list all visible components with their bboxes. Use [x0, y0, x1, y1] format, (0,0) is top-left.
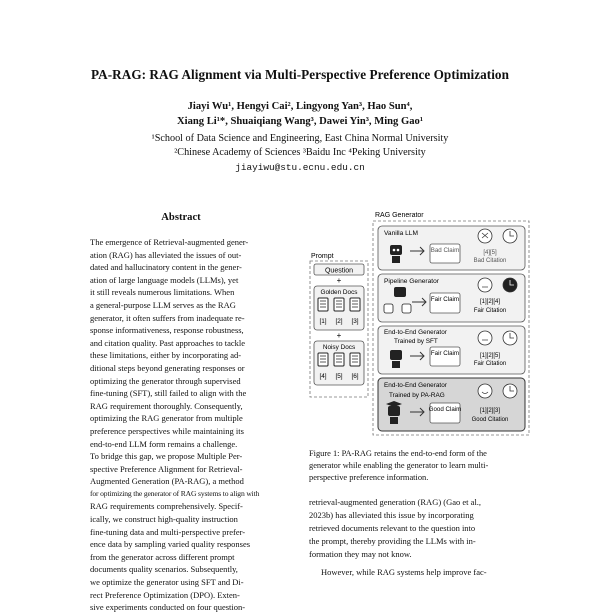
abstract-line: Augmented Generation (PA-RAG), a method	[90, 476, 244, 487]
row-pipeline-generator	[378, 274, 525, 322]
row-end-to-end-sft	[378, 326, 525, 374]
helper-robot-icon	[384, 304, 393, 313]
abstract-line: spective Preference Alignment for Retrieval-	[90, 463, 243, 474]
affiliation-line-1: ¹School of Data Science and Engineering, East China Normal University	[151, 133, 449, 144]
claim-text: Good Claim	[428, 406, 462, 413]
abstract-line: ically, we construct high-quality instruction	[90, 514, 238, 525]
abstract-line: ditional steps beyond generating responses or	[90, 362, 245, 373]
abstract-line: fine-tuning (SFT), still failed to align with the	[90, 388, 247, 399]
golden-docs-label: Golden Docs	[320, 289, 358, 296]
abstract-line: fine-tuning data and multi-perspective prefer-	[90, 526, 246, 537]
document-icon	[350, 298, 360, 311]
golden-doc-icons	[318, 298, 360, 311]
prompt-label: Prompt	[311, 253, 334, 260]
question-label: Question	[324, 267, 354, 275]
abstract-line: preference perspectives while maintaining its	[90, 425, 244, 436]
citation-text: Bad Citation	[473, 258, 507, 264]
document-icon	[318, 353, 328, 366]
doc-id: [2]	[335, 318, 343, 325]
doc-id: [6]	[351, 373, 359, 380]
doc-id: [1]	[319, 318, 327, 325]
abstract-line: RAG requirement thoroughly. Consequently,	[90, 400, 243, 411]
abstract-line: ation (RAG) has alleviated the issues of out-	[90, 249, 242, 260]
author-list	[0, 100, 600, 129]
citation-ids: [1][2][4]	[479, 299, 501, 305]
citation-ids: [1][2][3]	[479, 408, 501, 414]
figure-caption	[309, 448, 529, 484]
helper-robot-icon	[402, 304, 411, 313]
happy-face-icon	[478, 384, 492, 398]
citation-ids: [1][2][5]	[479, 353, 501, 359]
row-vanilla-llm	[378, 226, 525, 270]
robot-icon	[390, 245, 402, 255]
abstract-line: rect Preference Optimization (DPO). Exten-	[90, 589, 240, 600]
citation-text: Fair Citation	[473, 308, 507, 314]
doc-id: [4]	[319, 373, 327, 380]
abstract-line: and citation quality. Past approaches to tackle	[90, 337, 245, 348]
abstract-body	[90, 236, 272, 614]
abstract-line: we optimize the generator using SFT and Di-	[90, 577, 244, 588]
body-line: retrieved documents relevant to the question into	[309, 523, 476, 533]
robot-icon	[390, 350, 402, 360]
body-line: 2023b) has alleviated this issue by incorporating	[309, 510, 474, 520]
affiliations	[0, 132, 600, 160]
claim-text: Fair Claim	[430, 296, 460, 303]
doc-id: [5]	[335, 373, 343, 380]
abstract-line: sponse informativeness, response robustness,	[90, 325, 244, 336]
plus-sign: +	[336, 331, 342, 340]
citation-text: Good Citation	[471, 417, 509, 423]
rag-generator-label: RAG Generator	[375, 212, 424, 219]
caption-line: Figure 1: PA-RAG retains the end-to-end form of the	[309, 449, 487, 458]
row-subname: Trained by PA-RAG	[389, 392, 445, 399]
body-line: the prompt, thereby providing the LLMs with in-	[309, 536, 476, 546]
robot-icon	[388, 406, 400, 416]
abstract-line: sive experiments conducted on four question-	[90, 602, 246, 613]
authors-line-2: Xiang Li¹*, Shuaiqiang Wang³, Dawei Yin³, Ming Gao¹	[176, 115, 424, 127]
abstract-line: dated and hallucinatory content in the gener-	[90, 262, 242, 273]
caption-line: generator while enabling the generator to learn multi-	[309, 461, 489, 470]
document-icon	[334, 298, 344, 311]
body-line: retrieval-augmented generation (RAG) (Gao et al.,	[309, 497, 482, 507]
claim-text: Bad Claim	[430, 247, 460, 254]
abstract-line: optimizing the RAG generator from multiple	[90, 413, 243, 424]
abstract-line: ation of large language models (LLMs), yet	[90, 274, 239, 285]
abstract-line: a general-purpose LLM serves as the RAG	[90, 299, 236, 310]
sad-face-icon	[478, 229, 492, 243]
doc-id: [3]	[351, 318, 359, 325]
authors-line-1: Jiayi Wu¹, Hengyi Cai², Lingyong Yan³, Hao Sun⁴,	[187, 101, 413, 112]
abstract-line: from the generator across different prompt	[90, 551, 235, 562]
row-name: End-to-End Generator	[384, 329, 447, 336]
plus-sign: +	[336, 276, 342, 285]
abstract-line: generator, it often suffers from inadequate re-	[90, 312, 245, 323]
abstract-heading: Abstract	[161, 212, 201, 223]
abstract-line: The emergence of Retrieval-augmented gener-	[90, 237, 249, 247]
robot-icon	[394, 287, 406, 297]
abstract-line: documents quality scenarios. Subsequently,	[90, 564, 238, 575]
row-end-to-end-pa-rag	[378, 378, 525, 431]
abstract-line: RAG requirements comprehensively. Specif-	[90, 501, 243, 512]
noisy-doc-icons	[318, 353, 360, 366]
abstract-line: end-to-end LLM form remains a challenge.	[90, 438, 238, 449]
abstract-line: To bridge this gap, we propose Multiple Per-	[90, 451, 243, 462]
author-email[interactable]: jiayiwu@stu.ecnu.edu.cn	[235, 162, 365, 173]
document-icon	[334, 353, 344, 366]
affiliation-line-2: ²Chinese Academy of Sciences ³Baidu Inc ⁴Peking University	[174, 147, 426, 158]
citation-ids: [4][5]	[483, 250, 497, 256]
abstract-line: it still reveals numerous limitations. When	[90, 287, 235, 298]
caption-line: perspective preference information.	[309, 473, 429, 482]
abstract-line: for optimizing the generator of RAG systems to align with	[90, 488, 260, 498]
document-icon	[350, 353, 360, 366]
row-subname: Trained by SFT	[394, 338, 438, 345]
row-name: Pipeline Generator	[384, 278, 439, 285]
citation-text: Fair Citation	[473, 361, 507, 367]
neutral-face-icon	[478, 278, 492, 292]
abstract-line: these limitations, either by incorporating ad-	[90, 350, 242, 361]
noisy-docs-label: Noisy Docs	[322, 344, 356, 351]
abstract-line: ence data by sampling varied quality responses	[90, 539, 251, 550]
paper-title: PA-RAG: RAG Alignment via Multi-Perspective Preference Optimization	[91, 67, 509, 82]
intro-body	[309, 496, 529, 579]
row-name: Vanilla LLM	[384, 230, 418, 237]
row-name: End-to-End Generator	[384, 382, 447, 389]
body-line: formation they may not know.	[309, 549, 412, 559]
claim-text: Fair Claim	[430, 350, 460, 357]
neutral-face-icon	[478, 331, 492, 345]
document-icon	[318, 298, 328, 311]
body-line: However, while RAG systems help improve fac-	[321, 567, 487, 577]
abstract-line: optimizing the generator through supervised	[90, 375, 241, 386]
